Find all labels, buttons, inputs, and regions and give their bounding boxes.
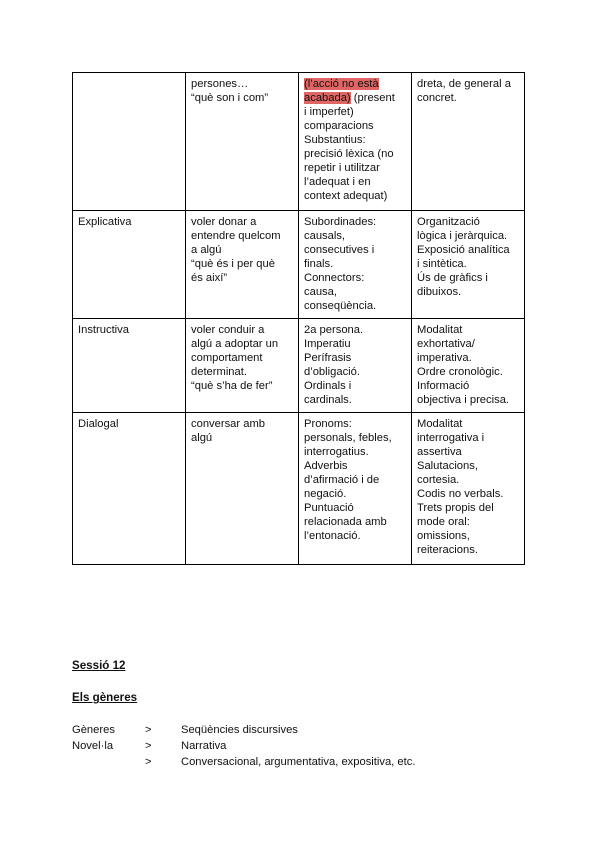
cell-line: determinat. [191, 366, 247, 378]
text-types-table [72, 72, 525, 565]
purpose-cell [186, 211, 299, 319]
cell-line: Ordinals i [304, 380, 352, 392]
arrow-symbol: > [145, 724, 152, 736]
cell-line: Connectors: [304, 272, 365, 284]
type-cell: Dialogal [73, 413, 186, 565]
cell-line: consecutives i [304, 244, 375, 256]
linguistic-cell [299, 319, 412, 413]
cell-line: “què s’ha de fer” [191, 380, 273, 392]
cell-line: Trets propis del [417, 502, 494, 514]
textual-cell [412, 211, 525, 319]
cell-line: Perífrasis [304, 352, 352, 364]
cell-line: comportament [191, 352, 263, 364]
cell-line: interrogativa i [417, 432, 485, 444]
cell-line: cardinals. [304, 394, 352, 406]
cell-line: negació. [304, 488, 347, 500]
sequence-label: Narrativa [181, 740, 227, 752]
cell-line: Adverbis [304, 460, 348, 472]
type-cell: Explicativa [73, 211, 186, 319]
cell-line: a algú [191, 244, 222, 256]
cell-line: lògica i jeràrquica. [417, 230, 508, 242]
genres-heading: Els gèneres [72, 691, 138, 704]
textual-cell [412, 73, 525, 211]
cell-line: algú [191, 432, 213, 444]
cell-line: precisió lèxica (no [304, 148, 394, 160]
cell-line: relacionada amb [304, 516, 387, 528]
cell-line: comparacions [304, 120, 374, 132]
cell-line: exhortativa/ [417, 338, 475, 350]
cell-line: Pronoms: [304, 418, 352, 430]
genre-label: Gèneres [72, 724, 115, 736]
purpose-cell [186, 413, 299, 565]
textual-cell [412, 319, 525, 413]
cell-line: Ordre cronològic. [417, 366, 503, 378]
cell-line: algú a adoptar un [191, 338, 279, 350]
cell-line: i imperfet) [304, 106, 354, 118]
cell-line: assertiva [417, 446, 462, 458]
cell-line: i sintètica. [417, 258, 467, 270]
linguistic-cell [299, 413, 412, 565]
cell-line: persones… [191, 78, 249, 90]
list-item [72, 723, 415, 739]
cell-line: Subordinades: [304, 216, 377, 228]
arrow-symbol: > [145, 740, 152, 752]
cell-line: dibuixos. [417, 286, 462, 298]
cell-line: reiteracions. [417, 544, 478, 556]
genre-label: Novel·la [72, 740, 114, 752]
cell-line: “què son i com” [191, 92, 269, 104]
cell-line: Imperatiu [304, 338, 351, 350]
cell-line: causa, [304, 286, 337, 298]
list-item [72, 739, 415, 755]
cell-line: context adequat) [304, 190, 388, 202]
cell-line: conversar amb [191, 418, 265, 430]
cell-line: Informació [417, 380, 470, 392]
purpose-cell [186, 73, 299, 211]
cell-line: l’adequat i en [304, 176, 371, 188]
purpose-cell [186, 319, 299, 413]
list-item [72, 755, 415, 771]
cell-line: d’obligació. [304, 366, 360, 378]
cell-line: 2a persona. [304, 324, 364, 336]
cell-line: causals, [304, 230, 346, 242]
table-row [73, 73, 525, 211]
cell-line: repetir i utilitzar [304, 162, 380, 174]
arrow-symbol: > [145, 756, 152, 768]
table-row [73, 413, 525, 565]
cell-line: objectiva i precisa. [417, 394, 510, 406]
cell-line: dreta, de general a [417, 78, 511, 90]
cell-line: Organització [417, 216, 480, 228]
highlighted-text: (l’acció no està [304, 78, 379, 90]
sequence-label: Seqüències discursives [181, 724, 298, 736]
cell-line: personals, febles, [304, 432, 392, 444]
cell-line: interrogatius. [304, 446, 369, 458]
cell-line: Substantius: [304, 134, 366, 146]
type-cell [73, 73, 186, 211]
cell-line: “què és i per què [191, 258, 275, 270]
type-cell: Instructiva [73, 319, 186, 413]
cell-line: Salutacions, [417, 460, 478, 472]
sequence-label: Conversacional, argumentativa, expositiva, etc. [181, 756, 416, 768]
cell-line: Puntuació [304, 502, 354, 514]
cell-line: finals. [304, 258, 334, 270]
cell-line: d’afirmació i de [304, 474, 380, 486]
cell-line: és així” [191, 272, 228, 284]
cell-line: Ús de gràfics i [417, 272, 488, 284]
table-row [73, 211, 525, 319]
cell-line: Modalitat [417, 418, 463, 430]
cell-line: entendre quelcom [191, 230, 281, 242]
cell-text: (present [350, 92, 395, 104]
cell-line: Modalitat [417, 324, 463, 336]
cell-line: concret. [417, 92, 457, 104]
cell-line: l’entonació. [304, 530, 361, 542]
cell-line: voler donar a [191, 216, 257, 228]
session-heading: Sessió 12 [72, 659, 126, 672]
cell-line: mode oral: [417, 516, 470, 528]
genres-list [72, 723, 415, 771]
cell-line: conseqüència. [304, 300, 377, 312]
cell-line: cortesia. [417, 474, 460, 486]
textual-cell [412, 413, 525, 565]
cell-line: Codis no verbals. [417, 488, 504, 500]
cell-line: imperativa. [417, 352, 472, 364]
cell-line: omissions, [417, 530, 470, 542]
cell-line: voler conduir a [191, 324, 265, 336]
highlighted-text: acabada) [304, 92, 351, 104]
cell-line: Exposició analítica [417, 244, 510, 256]
table-row [73, 319, 525, 413]
linguistic-cell [299, 73, 412, 211]
linguistic-cell [299, 211, 412, 319]
